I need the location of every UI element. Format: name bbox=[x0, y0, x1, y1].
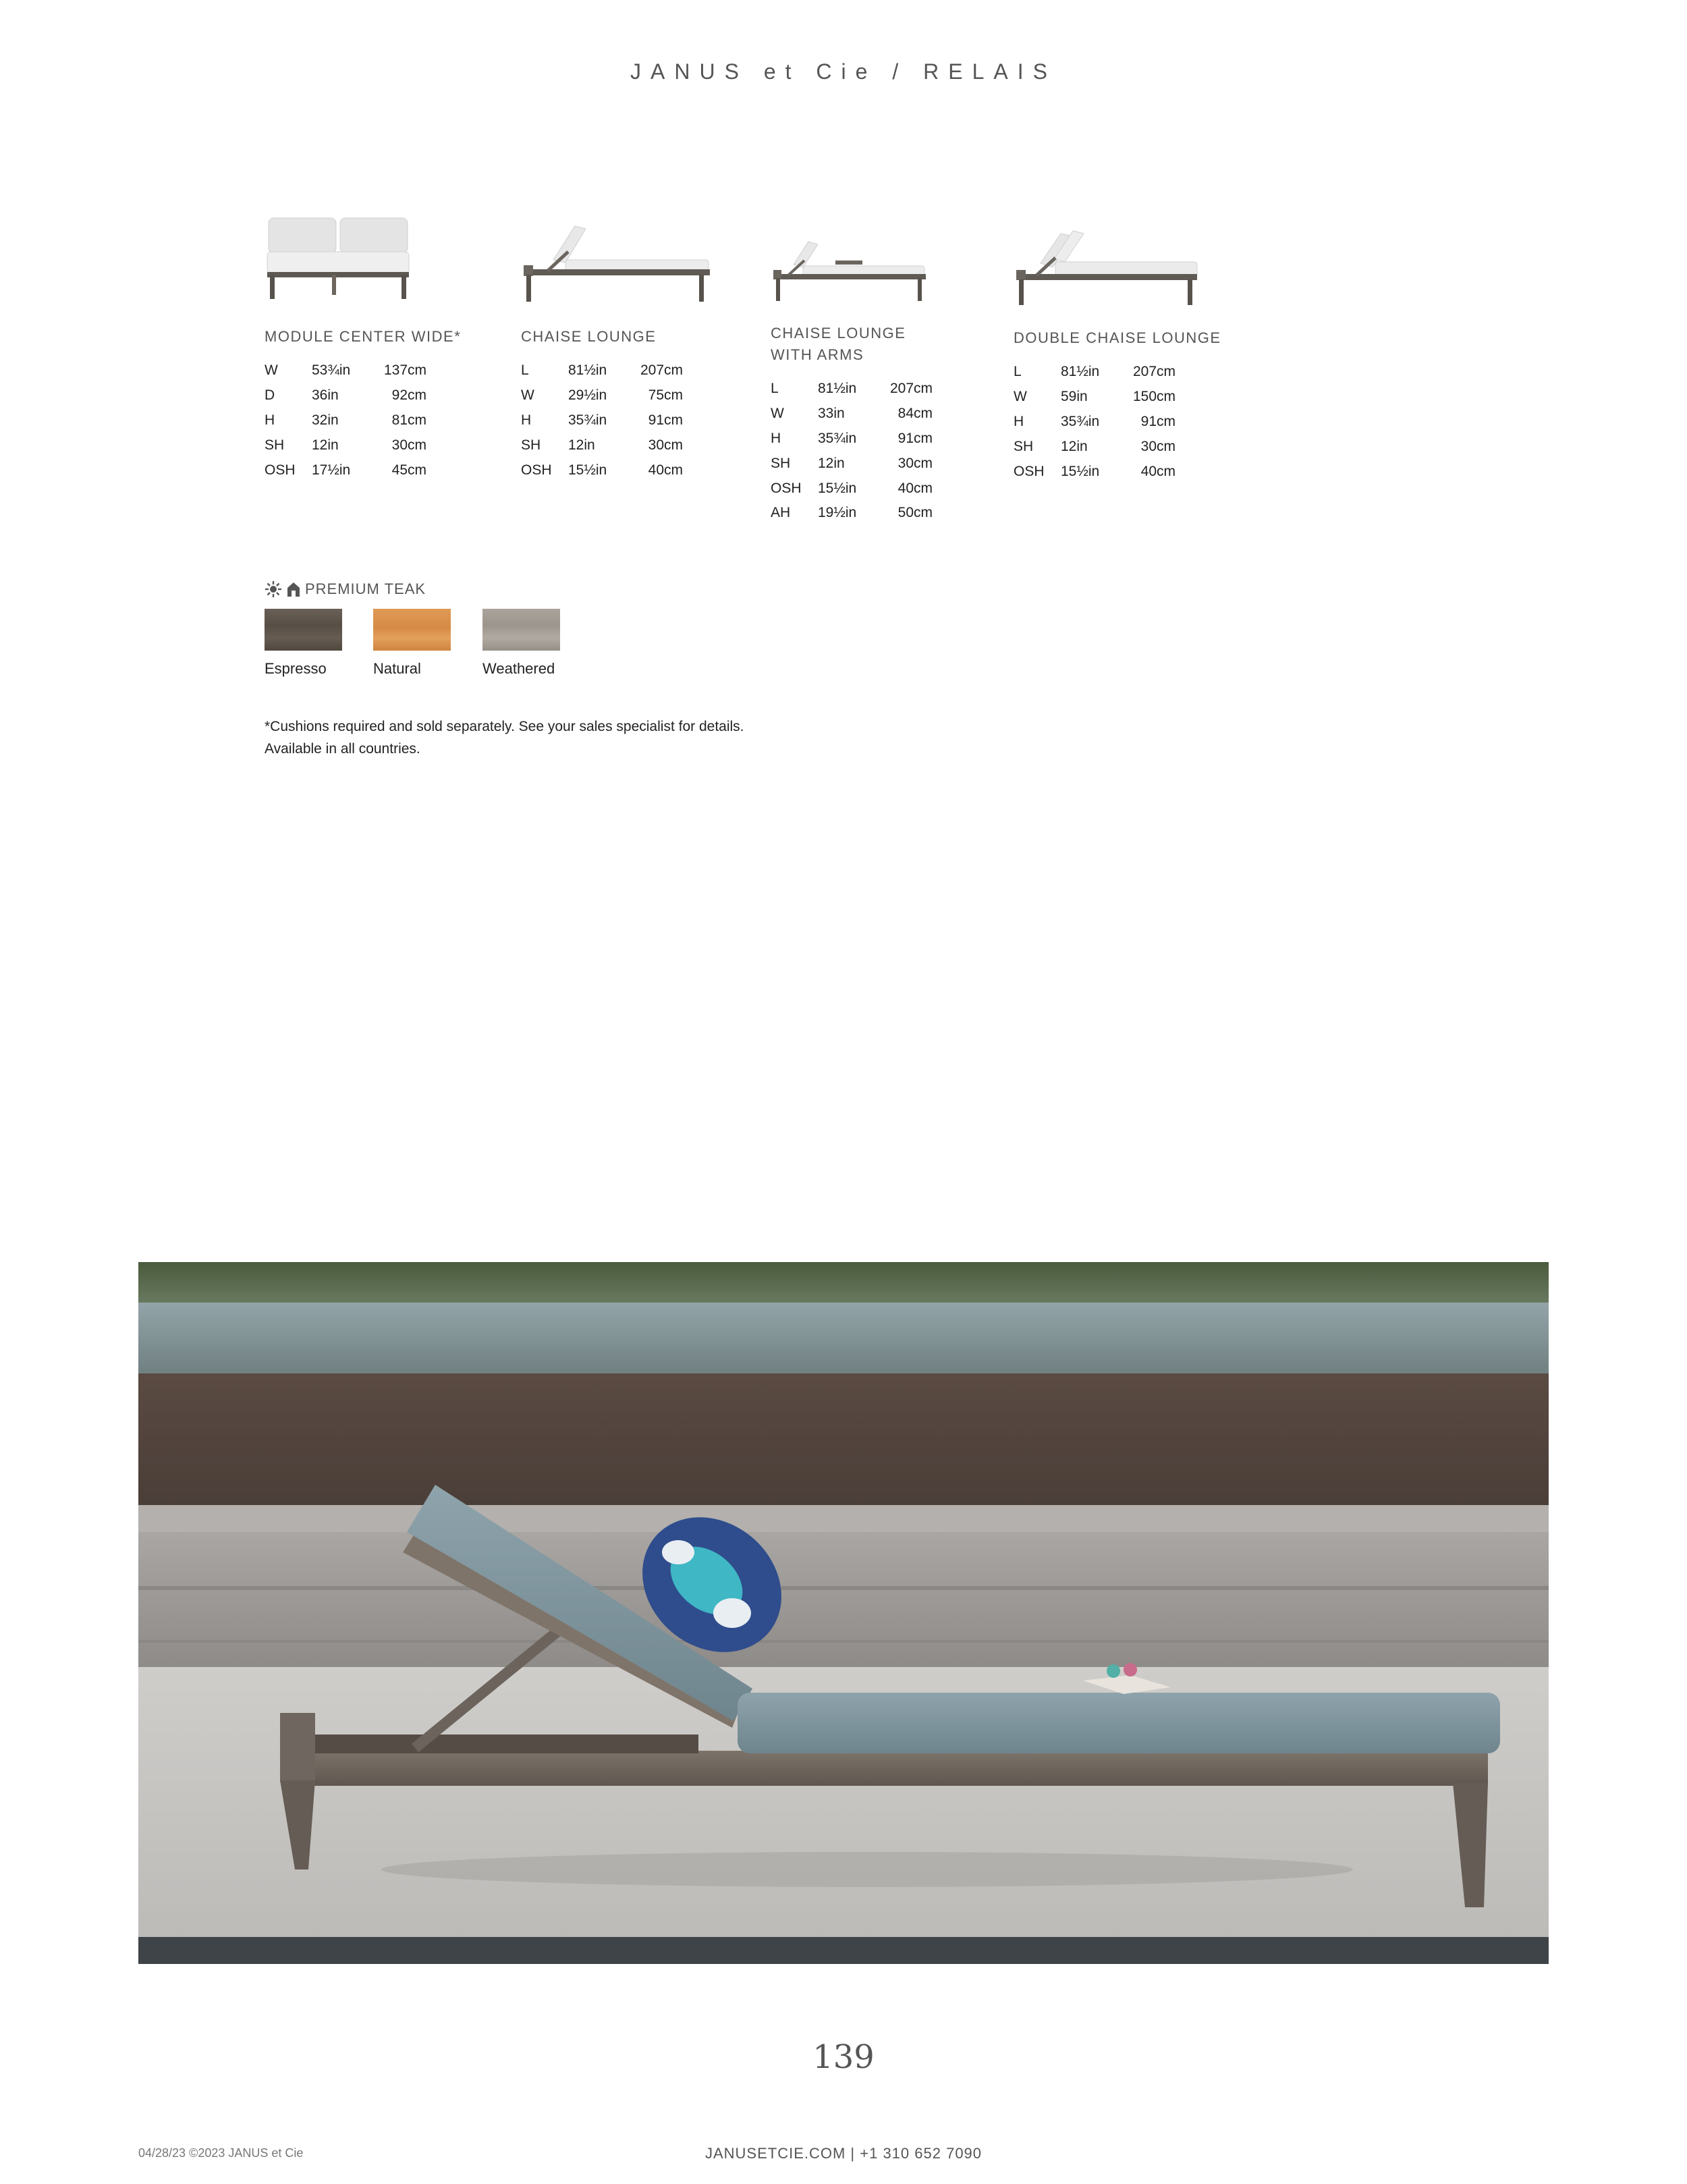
dim-cm: 45cm bbox=[391, 462, 426, 478]
dimension-table bbox=[771, 377, 933, 526]
dimension-row bbox=[771, 427, 933, 452]
dim-key: W bbox=[1014, 389, 1027, 405]
product-notes bbox=[265, 715, 744, 760]
chaise-lounge-thumbnail bbox=[521, 219, 717, 307]
dim-key: SH bbox=[1014, 438, 1034, 454]
dimension-row bbox=[771, 402, 933, 427]
indoor-house-icon bbox=[286, 581, 301, 597]
dim-key: SH bbox=[771, 455, 791, 471]
dim-inches: 81½in bbox=[818, 381, 857, 397]
dimension-row bbox=[265, 358, 461, 383]
dim-key: L bbox=[521, 362, 529, 379]
dim-key: H bbox=[1014, 413, 1024, 429]
chaise-lounge-lifestyle-photo bbox=[138, 1262, 1549, 1964]
dim-cm: 75cm bbox=[648, 387, 683, 404]
swatch-espresso bbox=[265, 609, 342, 651]
dim-cm: 137cm bbox=[383, 362, 426, 379]
dim-inches: 19½in bbox=[818, 505, 857, 521]
dim-inches: 35¾in bbox=[568, 412, 607, 428]
module-center-wide-thumbnail bbox=[265, 213, 420, 307]
dim-key: H bbox=[265, 412, 275, 428]
dim-cm: 91cm bbox=[1140, 413, 1176, 429]
dimension-row bbox=[521, 383, 717, 408]
cushion-note: *Cushions required and sold separately. See your sales specialist for details. bbox=[265, 719, 744, 734]
page-header-title: JANUS et Cie / RELAIS bbox=[630, 59, 1057, 84]
swatch-natural bbox=[373, 609, 451, 651]
dim-key: W bbox=[521, 387, 534, 404]
dim-inches: 12in bbox=[312, 437, 339, 453]
dimension-row bbox=[265, 408, 461, 433]
dim-inches: 35¾in bbox=[1061, 413, 1100, 429]
dim-inches: 59in bbox=[1061, 389, 1088, 405]
dim-cm: 207cm bbox=[640, 362, 683, 379]
dim-key: SH bbox=[265, 437, 285, 453]
dim-key: OSH bbox=[265, 462, 296, 478]
dim-cm: 30cm bbox=[391, 437, 426, 453]
dim-cm: 40cm bbox=[648, 462, 683, 478]
dim-inches: 36in bbox=[312, 387, 339, 404]
dim-inches: 15½in bbox=[818, 480, 857, 496]
premium-teak-heading bbox=[265, 580, 426, 598]
product-name-line2: WITH ARMS bbox=[771, 346, 864, 363]
dim-cm: 40cm bbox=[1140, 463, 1176, 479]
dimension-row bbox=[521, 458, 717, 483]
page-number: 139 bbox=[812, 2038, 875, 2076]
dim-key: OSH bbox=[1014, 463, 1045, 479]
footer-date-copyright: 04/28/23 ©2023 JANUS et Cie bbox=[138, 2146, 304, 2160]
dim-cm: 40cm bbox=[897, 480, 933, 496]
product-chaise-lounge bbox=[521, 219, 717, 483]
dim-key: H bbox=[521, 412, 532, 428]
dimension-row bbox=[1014, 434, 1221, 459]
product-name: DOUBLE CHAISE LOUNGE bbox=[1014, 329, 1221, 346]
dimension-table bbox=[521, 358, 717, 483]
lifestyle-photo-illustration bbox=[138, 1262, 1549, 1964]
dimension-row bbox=[1014, 459, 1221, 484]
dim-key: L bbox=[1014, 364, 1022, 380]
dim-key: AH bbox=[771, 505, 791, 521]
dim-cm: 50cm bbox=[897, 505, 933, 521]
footer-website-phone: JANUSETCIE.COM | +1 310 652 7090 bbox=[704, 2145, 983, 2162]
dimension-row bbox=[521, 358, 717, 383]
availability-note: Available in all countries. bbox=[265, 741, 420, 757]
dim-key: D bbox=[265, 387, 275, 404]
sun-icon bbox=[265, 580, 282, 598]
dimension-row bbox=[771, 501, 933, 526]
dim-cm: 84cm bbox=[897, 406, 933, 422]
dimension-row bbox=[771, 476, 933, 501]
dim-key: L bbox=[771, 381, 779, 397]
dim-inches: 15½in bbox=[568, 462, 607, 478]
dimension-row bbox=[771, 451, 933, 476]
product-double-chaise-lounge bbox=[1014, 228, 1221, 484]
dim-key: SH bbox=[521, 437, 541, 453]
dimension-row bbox=[1014, 360, 1221, 385]
dim-cm: 30cm bbox=[648, 437, 683, 453]
dim-cm: 207cm bbox=[1132, 364, 1176, 380]
dimension-table bbox=[265, 358, 461, 483]
dimension-row bbox=[771, 377, 933, 402]
dimension-row bbox=[265, 433, 461, 458]
dimension-row bbox=[1014, 410, 1221, 435]
dim-inches: 12in bbox=[818, 455, 845, 471]
double-chaise-lounge-thumbnail bbox=[1014, 228, 1202, 312]
dim-inches: 29½in bbox=[568, 387, 607, 404]
chaise-lounge-with-arms-thumbnail bbox=[771, 235, 933, 309]
swatch-label-espresso: Espresso bbox=[265, 660, 327, 677]
swatch-label-natural: Natural bbox=[373, 660, 421, 677]
dim-inches: 35¾in bbox=[818, 430, 857, 446]
dim-inches: 53¾in bbox=[312, 362, 351, 379]
dim-key: W bbox=[265, 362, 278, 379]
swatch-weathered bbox=[482, 609, 560, 651]
dim-inches: 81½in bbox=[568, 362, 607, 379]
dim-inches: 32in bbox=[312, 412, 339, 428]
dimension-row bbox=[1014, 385, 1221, 410]
product-name: CHAISE LOUNGE bbox=[771, 325, 906, 342]
product-name: MODULE CENTER WIDE* bbox=[265, 328, 462, 345]
dim-cm: 150cm bbox=[1132, 389, 1176, 405]
dim-cm: 92cm bbox=[391, 387, 426, 404]
dim-key: OSH bbox=[521, 462, 552, 478]
dim-cm: 81cm bbox=[391, 412, 426, 428]
dimension-row bbox=[521, 433, 717, 458]
dim-inches: 15½in bbox=[1061, 463, 1100, 479]
product-chaise-lounge-with-arms bbox=[771, 235, 933, 526]
dimension-table bbox=[1014, 360, 1221, 484]
premium-teak-label: PREMIUM TEAK bbox=[305, 580, 426, 597]
dim-inches: 12in bbox=[568, 437, 595, 453]
dim-key: H bbox=[771, 430, 781, 446]
dim-cm: 91cm bbox=[648, 412, 683, 428]
dim-cm: 207cm bbox=[889, 381, 933, 397]
dim-inches: 33in bbox=[818, 406, 845, 422]
dim-cm: 91cm bbox=[897, 430, 933, 446]
dim-key: OSH bbox=[771, 480, 802, 496]
dimension-row bbox=[521, 408, 717, 433]
dim-cm: 30cm bbox=[897, 455, 933, 471]
dimension-row bbox=[265, 383, 461, 408]
dimension-row bbox=[265, 458, 461, 483]
dim-inches: 81½in bbox=[1061, 364, 1100, 380]
product-name: CHAISE LOUNGE bbox=[521, 328, 657, 345]
swatch-label-weathered: Weathered bbox=[482, 660, 555, 677]
product-module-center-wide bbox=[265, 213, 461, 483]
dim-cm: 30cm bbox=[1140, 438, 1176, 454]
dim-inches: 17½in bbox=[312, 462, 351, 478]
dim-key: W bbox=[771, 406, 784, 422]
dim-inches: 12in bbox=[1061, 438, 1088, 454]
